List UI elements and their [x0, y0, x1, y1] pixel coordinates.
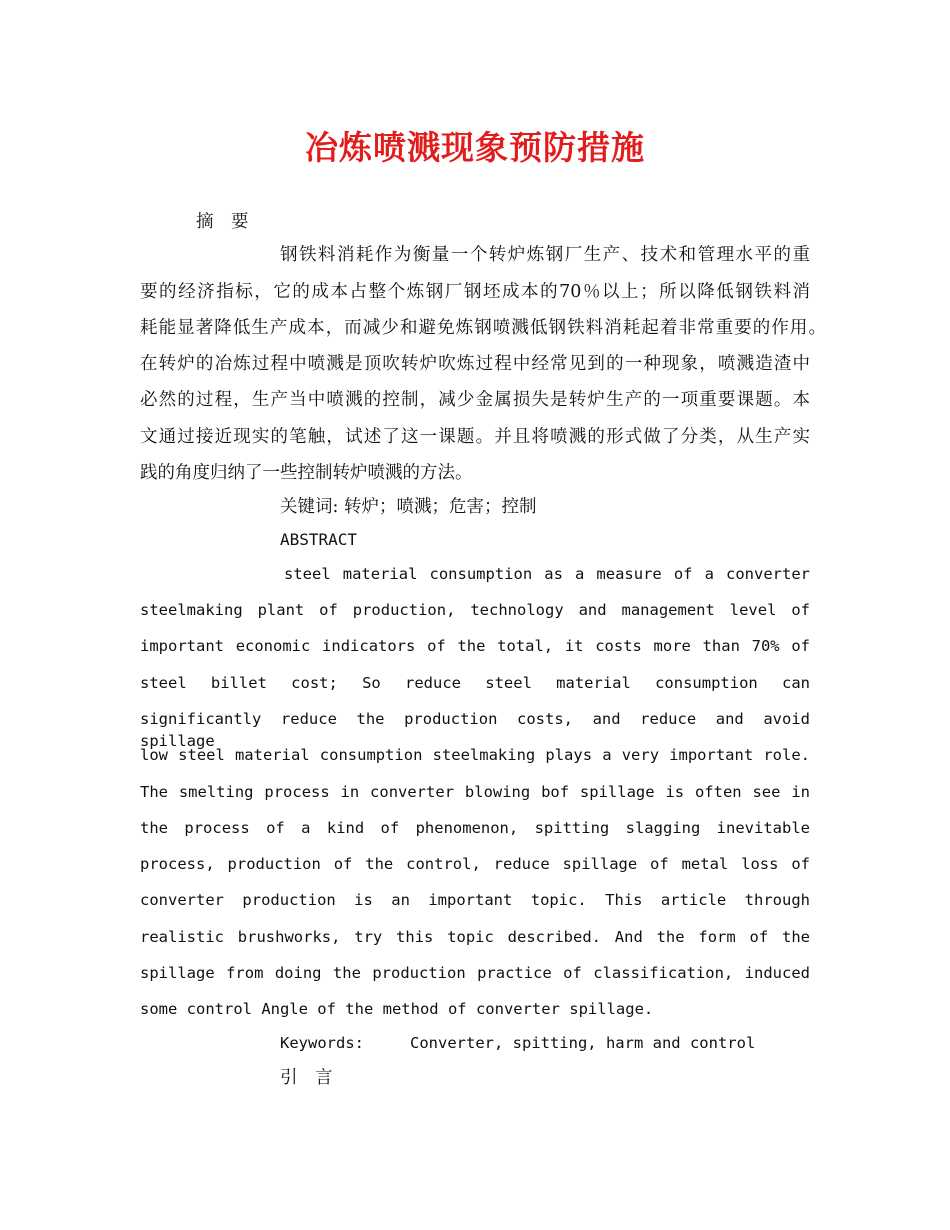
zh-abstract-line: 必然的过程，生产当中喷溅的控制，减少金属损失是转炉生产的一项重要课题。本 [140, 390, 810, 410]
zh-abstract-line: 耗能显著降低生产成本，而减少和避免炼钢喷溅低钢铁料消耗起着非常重要的作用。 [140, 318, 826, 338]
zh-abstract-line: 文通过接近现实的笔触，试述了这一课题。并且将喷溅的形式做了分类，从生产实 [140, 427, 810, 447]
en-abstract-line: realistic brushworks, try this topic described. And the form of the [140, 928, 810, 946]
en-keywords-value: Converter, spitting, harm and control [410, 1034, 756, 1052]
intro-heading: 引 言 [280, 1068, 333, 1088]
en-abstract-line: low steel material consumption steelmaking plays a very important role. [140, 746, 810, 764]
zh-abstract-line: 钢铁料消耗作为衡量一个转炉炼钢厂生产、技术和管理水平的重 [280, 245, 810, 265]
en-abstract-line: important economic indicators of the total, it costs more than 70% of [140, 637, 810, 655]
en-abstract-line: The smelting process in converter blowing bof spillage is often see in [140, 783, 810, 801]
en-abstract-line: converter production is an important topic. This article through [140, 891, 810, 909]
en-abstract-line: steel material consumption as a measure of a converter [284, 565, 810, 583]
zh-keywords: 关键词: 转炉；喷溅；危害；控制 [280, 497, 537, 517]
en-abstract-line: significantly reduce the production costs, and reduce and avoid spillage [140, 710, 810, 750]
en-abstract-line: process, production of the control, reduce spillage of metal loss of [140, 855, 810, 873]
zh-abstract-line: 践的角度归纳了一些控制转炉喷溅的方法。 [140, 463, 473, 483]
en-keywords-label: Keywords: [280, 1034, 364, 1052]
abstract-heading: 摘 要 [196, 212, 249, 232]
document-title: 冶炼喷溅现象预防措施 [305, 128, 645, 167]
en-abstract-line: spillage from doing the production practice of classification, induced [140, 964, 810, 982]
en-abstract-line: steel billet cost; So reduce steel material consumption can [140, 674, 810, 692]
zh-abstract-line: 在转炉的冶炼过程中喷溅是顶吹转炉吹炼过程中经常见到的一种现象，喷溅造渣中 [140, 354, 810, 374]
en-abstract-line: steelmaking plant of production, technology and management level of [140, 601, 810, 619]
en-abstract-line: the process of a kind of phenomenon, spitting slagging inevitable [140, 819, 810, 837]
en-abstract-heading: ABSTRACT [280, 530, 358, 549]
en-abstract-line: some control Angle of the method of converter spillage. [140, 1000, 654, 1018]
zh-abstract-line: 要的经济指标，它的成本占整个炼钢厂钢坯成本的70％以上；所以降低钢铁料消 [140, 282, 810, 302]
